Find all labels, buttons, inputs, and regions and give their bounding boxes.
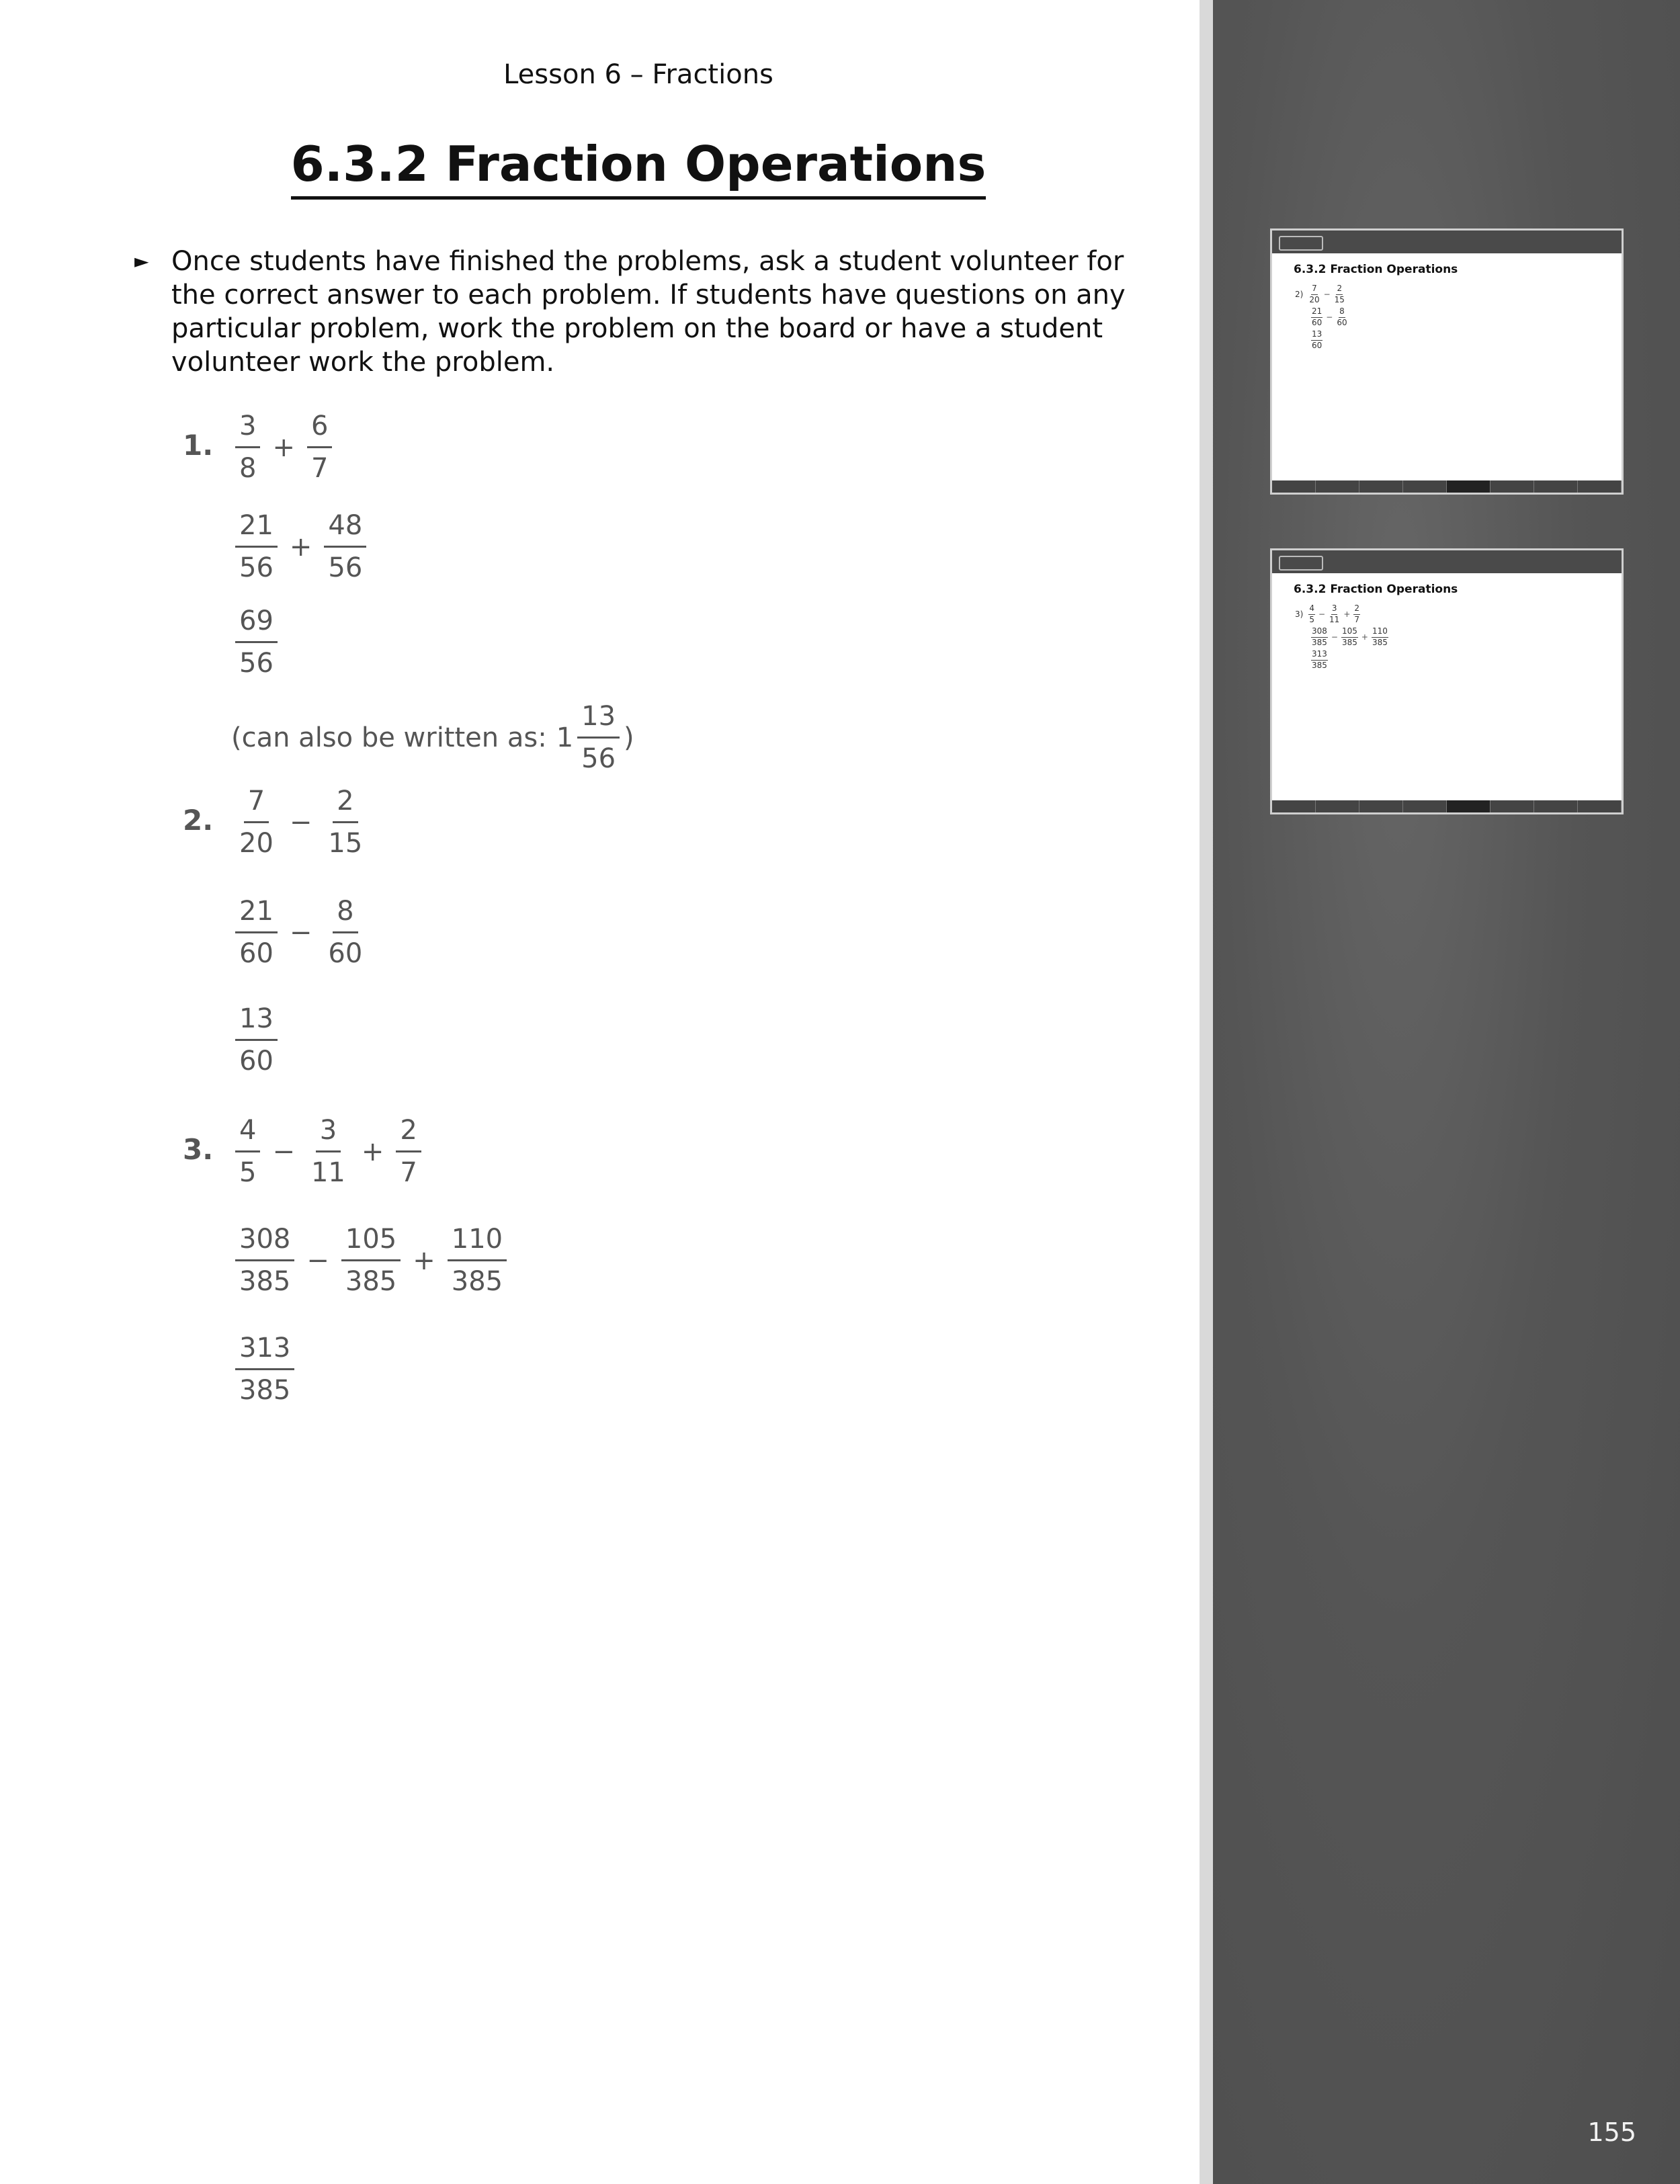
denominator: 385 (239, 1266, 291, 1297)
fraction (1311, 330, 1322, 351)
denominator: 385 (1312, 637, 1327, 647)
denominator: 5 (239, 1157, 257, 1188)
denominator: 15 (328, 828, 363, 859)
numerator: 7 (244, 784, 269, 823)
title-container (0, 138, 1277, 200)
numerator: 21 (235, 894, 278, 933)
numerator: 13 (235, 1001, 278, 1041)
operator: + (413, 1245, 435, 1276)
equation-step (231, 603, 282, 681)
operator: + (361, 1136, 384, 1167)
slide-thumbnail (1270, 548, 1624, 814)
denominator: 7 (310, 453, 329, 484)
numerator: 8 (333, 894, 358, 933)
numerator: 2 (1336, 284, 1343, 295)
denominator: 60 (1312, 340, 1322, 350)
operator: − (289, 917, 312, 948)
slide-equation (1310, 307, 1349, 328)
mixed-whole: 1 (556, 722, 574, 753)
denominator: 7 (400, 1157, 417, 1188)
fraction (1311, 650, 1328, 671)
operator: − (272, 1136, 295, 1167)
slide-equation (1310, 627, 1390, 648)
operator: − (306, 1245, 329, 1276)
operator: − (1318, 610, 1326, 620)
numerator: 48 (324, 508, 366, 548)
fraction (1329, 604, 1340, 625)
numerator: 69 (235, 603, 278, 643)
fraction (1341, 627, 1358, 648)
equation-step (231, 784, 370, 861)
denominator: 385 (1372, 637, 1388, 647)
logo-icon (1279, 556, 1323, 571)
denominator: 385 (451, 1266, 503, 1297)
mixed-number-note (231, 699, 634, 776)
fraction (307, 1113, 349, 1190)
fraction (1308, 284, 1320, 305)
numerator: 3 (316, 1113, 341, 1152)
fraction (324, 508, 366, 585)
fraction (235, 1113, 260, 1190)
operator: + (289, 531, 312, 562)
numerator: 6 (307, 409, 332, 448)
fraction (235, 894, 278, 971)
problem-number: 1. (183, 429, 214, 462)
fraction (1334, 284, 1345, 305)
fraction (235, 784, 278, 861)
numerator: 21 (235, 508, 278, 548)
denominator: 60 (1337, 317, 1347, 327)
equation-step (231, 1222, 511, 1299)
denominator: 8 (239, 453, 257, 484)
numerator: 4 (1308, 604, 1315, 615)
fraction (396, 1113, 421, 1190)
numerator: 3 (1331, 604, 1338, 615)
note-suffix: ) (624, 722, 634, 753)
equation-step (231, 1331, 298, 1408)
operator: + (272, 431, 295, 463)
denominator: 56 (239, 552, 274, 583)
instruction-bullet (134, 245, 1142, 379)
denominator: 56 (239, 648, 274, 679)
denominator: 56 (581, 743, 616, 774)
denominator: 60 (239, 1046, 274, 1077)
numerator: 2 (396, 1113, 421, 1152)
operator: − (1331, 632, 1338, 642)
numerator: 313 (235, 1331, 294, 1370)
equation-step (231, 409, 336, 486)
numerator: 308 (235, 1222, 294, 1261)
denominator: 15 (1334, 294, 1345, 304)
triangle-bullet-icon: ► (134, 250, 149, 272)
fraction (1308, 604, 1315, 625)
fraction (235, 603, 278, 681)
denominator: 385 (1341, 637, 1357, 647)
numerator: 2 (1353, 604, 1360, 615)
slide-nav-bar (1272, 800, 1622, 812)
numerator: 2 (333, 784, 358, 823)
note-prefix: (can also be written as: (231, 722, 547, 753)
numerator: 110 (448, 1222, 507, 1261)
denominator: 7 (1354, 614, 1360, 624)
fraction (324, 894, 366, 971)
fraction (307, 409, 332, 486)
operator: − (1323, 290, 1331, 300)
numerator: 4 (235, 1113, 260, 1152)
denominator: 56 (328, 552, 363, 583)
numerator: 105 (1341, 627, 1358, 638)
numerator: 7 (1311, 284, 1318, 295)
denominator: 11 (310, 1157, 345, 1188)
fraction (1372, 627, 1388, 648)
slide-equation (1295, 604, 1361, 625)
numerator: 105 (341, 1222, 401, 1261)
slide-equation (1310, 330, 1324, 351)
operator: + (1361, 632, 1368, 642)
operator: + (1343, 610, 1351, 620)
denominator: 5 (1309, 614, 1314, 624)
denominator: 60 (239, 938, 274, 969)
fraction (1353, 604, 1360, 625)
slide-title: 6.3.2 Fraction Operations (1294, 583, 1458, 596)
slide-header-bar (1272, 230, 1622, 253)
fraction (235, 409, 260, 486)
problem-number: 2. (183, 804, 214, 837)
slide-problem-label: 3) (1295, 610, 1304, 620)
fraction (1311, 307, 1322, 328)
numerator: 308 (1311, 627, 1328, 638)
numerator: 110 (1372, 627, 1388, 638)
fraction (1311, 627, 1328, 648)
denominator: 60 (328, 938, 363, 969)
slide-nav-bar (1272, 480, 1622, 493)
fraction (235, 1222, 294, 1299)
fraction (235, 1001, 278, 1079)
numerator: 3 (235, 409, 260, 448)
denominator: 385 (239, 1375, 291, 1406)
numerator: 313 (1311, 650, 1328, 661)
denominator: 385 (1312, 660, 1327, 670)
denominator: 20 (239, 828, 274, 859)
fraction (235, 508, 278, 585)
numerator: 8 (1339, 307, 1345, 318)
slide-header-bar (1272, 550, 1622, 573)
fraction (235, 1331, 294, 1408)
equation-step (231, 508, 370, 585)
running-head: Lesson 6 – Fractions (503, 59, 773, 90)
denominator: 11 (1329, 614, 1340, 624)
equation-step (231, 894, 370, 971)
fraction (341, 1222, 401, 1299)
slide-equation (1295, 284, 1347, 305)
numerator: 21 (1311, 307, 1322, 318)
slide-title: 6.3.2 Fraction Operations (1294, 263, 1458, 276)
fraction (577, 699, 620, 776)
operator: − (1326, 312, 1333, 323)
fraction (324, 784, 366, 861)
denominator: 20 (1309, 294, 1320, 304)
fraction (448, 1222, 507, 1299)
instruction-text: Once students have finished the problems, ask a student volunteer for the correct answer to each problem. If students have questions on any particular problem, work the problem on the board or have a student volunteer work the problem. (171, 246, 1126, 378)
equation-step (231, 1113, 425, 1190)
numerator: 13 (1311, 330, 1322, 341)
slide-problem-label: 2) (1295, 290, 1304, 300)
denominator: 60 (1312, 317, 1322, 327)
denominator: 385 (345, 1266, 397, 1297)
operator: − (289, 806, 312, 838)
numerator: 13 (577, 699, 620, 739)
page-title: 6.3.2 Fraction Operations (291, 138, 986, 200)
page-gutter (1200, 0, 1213, 2184)
fraction (1336, 307, 1347, 328)
problem-number: 3. (183, 1133, 214, 1166)
logo-icon (1279, 236, 1323, 251)
slide-thumbnail (1270, 228, 1624, 495)
slide-equation (1310, 650, 1329, 671)
equation-step (231, 1001, 282, 1079)
page-number: 155 (1587, 2117, 1636, 2147)
